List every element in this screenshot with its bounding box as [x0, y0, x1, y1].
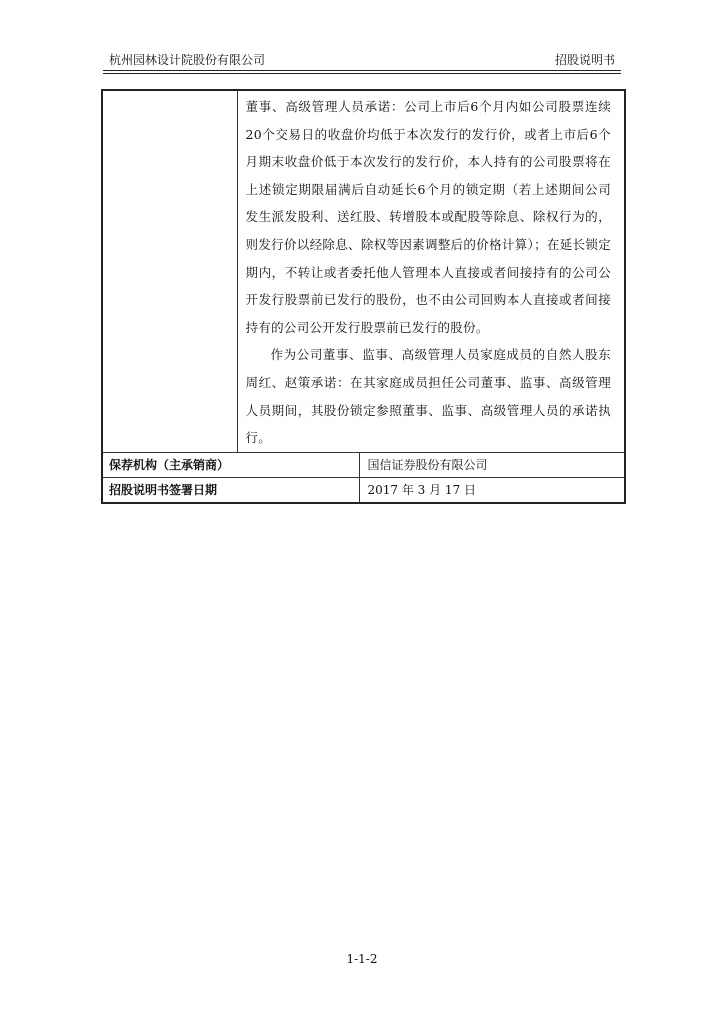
header-document-type: 招股说明书 [554, 53, 615, 67]
header-rule [103, 70, 621, 71]
signing-date-label: 招股说明书签署日期 [102, 477, 359, 503]
commitment-text-cell [237, 90, 625, 452]
page-number: 1-1-2 [346, 952, 378, 966]
commitment-label-cell [102, 90, 237, 452]
sponsor-value: 国信证券股份有限公司 [359, 452, 625, 477]
commitment-paragraph-directors: 董事、高级管理人员承诺：公司上市后6个月内如公司股票连续20个交易日的收盘价均低于本次发行的发行价，或者上市后6个月期末收盘价低于本次发行的发行价，本人持有的公司股票将在上述锁定期限届满后自动延长6个月的锁定期（若上述期间公司发生派发股利、送红股、转增股本或配股等除息、除权行为的，则发行价以经除息、除权等因素调整后的价格计算）；在延长锁定期内，不转让或者委托他人管理本人直接或者间接持有的公司公开发行股票前已发行的股份，也不由公司回购本人直接或者间接持有的公司公开发行股票前已发行的股份。 [245, 99, 611, 335]
commitment-row [102, 90, 625, 452]
sponsor-label: 保荐机构（主承销商） [102, 452, 359, 477]
header-company-name: 杭州园林设计院股份有限公司 [109, 53, 266, 67]
table-row [102, 477, 625, 503]
table-row [102, 452, 625, 477]
header-rule-thin [103, 73, 621, 74]
signing-date-value: 2017 年 3 月 17 日 [359, 477, 625, 503]
prospectus-table [101, 89, 626, 504]
commitment-paragraph-family: 作为公司董事、监事、高级管理人员家庭成员的自然人股东周红、赵策承诺：在其家庭成员担任公司董事、监事、高级管理人员期间，其股份锁定参照董事、监事、高级管理人员的承诺执行。 [245, 347, 611, 446]
page-header [103, 50, 621, 70]
